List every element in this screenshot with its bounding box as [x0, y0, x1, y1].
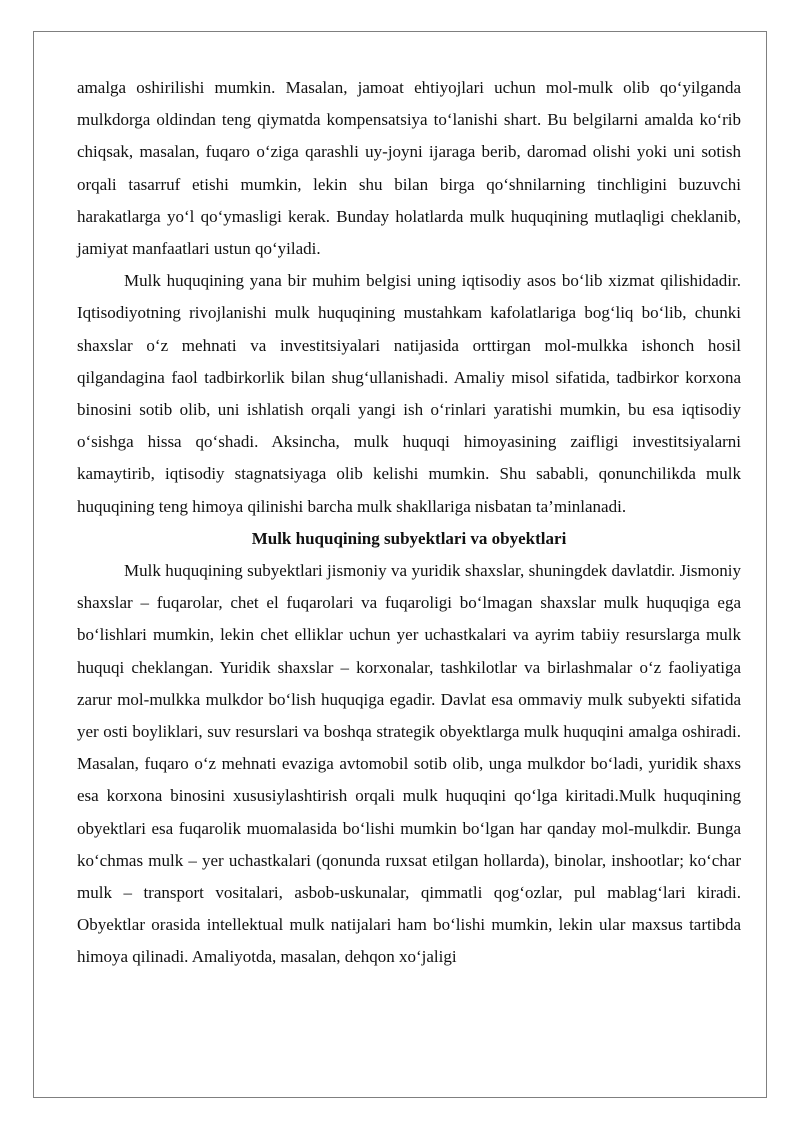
document-body [77, 72, 741, 974]
paragraph-subjects-objects: Mulk huquqining subyektlari jismoniy va yuridik shaxslar, shuningdek davlatdir. Jismoniy shaxslar – fuqarolar, chet el fuqarolari va fuqaroligi bo‘lmagan shaxslar mulk huquqiga ega bo‘lishlari mumkin, lekin chet elliklar uchun yer uchastkalari va ayrim tabiiy resurslarga mulk huquqi cheklangan. Yuridik shaxslar – korxonalar, tashkilotlar va birlashmalar o‘z faoliyatiga zarur mol-mulkka mulkdor bo‘lish huquqiga egadir. Davlat esa ommaviy mulk subyekti sifatida yer osti boyliklari, suv resurslari va boshqa strategik obyektlarga mulk huquqini amalga oshiradi. Masalan, fuqaro o‘z mehnati evaziga avtomobil sotib olib, unga mulkdor bo‘ladi, yuridik shaxs esa korxona binosini xususiylashtirish orqali mulk huquqini qo‘lga kiritadi.Mulk huquqining obyektlari esa fuqarolik muomalasida bo‘lishi mumkin bo‘lgan har qanday mol-mulkdir. Bunga ko‘chmas mulk – yer uchastkalari (qonunda ruxsat etilgan hollarda), binolar, inshootlar; ko‘char mulk – transport vositalari, asbob-uskunalar, qimmatli qog‘ozlar, pul mablag‘lari kiradi. Obyektlar orasida intellektual mulk natijalari ham bo‘lishi mumkin, lekin ular maxsus tartibda himoya qilinadi. Amaliyotda, masalan, dehqon xo‘jaligi [77, 561, 741, 967]
paragraph-economic-basis: Mulk huquqining yana bir muhim belgisi uning iqtisodiy asos bo‘lib xizmat qilishidadir. Iqtisodiyotning rivojlanishi mulk huquqining mustahkam kafolatlariga bog‘liq bo‘lib, chunki shaxslar o‘z mehnati va investitsiyalari natijasida orttirgan mol-mulkka ishonch hosil qilgandagina faol tadbirkorlik bilan shug‘ullanishadi. Amaliy misol sifatida, tadbirkor korxona binosini sotib olib, uni ishlatish orqali yangi ish o‘rinlari yaratishi mumkin, bu esa iqtisodiy o‘sishga hissa qo‘shadi. Aksincha, mulk huquqi himoyasining zaifligi investitsiyalarni kamaytirib, iqtisodiy stagnatsiyaga olib kelishi mumkin. Shu sababli, qonunchilikda mulk huquqining teng himoya qilinishi barcha mulk shakllariga nisbatan ta’minlanadi. [77, 271, 741, 516]
paragraph-continuation: amalga oshirilishi mumkin. Masalan, jamoat ehtiyojlari uchun mol-mulk olib qo‘yilganda mulkdorga oldindan teng qiymatda kompensatsiya to‘lanishi shart. Bu belgilarni amalda ko‘rib chiqsak, masalan, fuqaro o‘ziga qarashli uy-joyni ijaraga berib, daromad olishi yoki uni sotish orqali tasarruf etishi mumkin, lekin shu bilan birga qo‘shnilarning tinchligini buzuvchi harakatlarga yo‘l qo‘ymasligi kerak. Bunday holatlarda mulk huquqining mutlaqligi cheklanib, jamiyat manfaatlari ustun qo‘yiladi. [77, 78, 741, 259]
section-heading: Mulk huquqining subyektlari va obyektlari [251, 528, 567, 548]
